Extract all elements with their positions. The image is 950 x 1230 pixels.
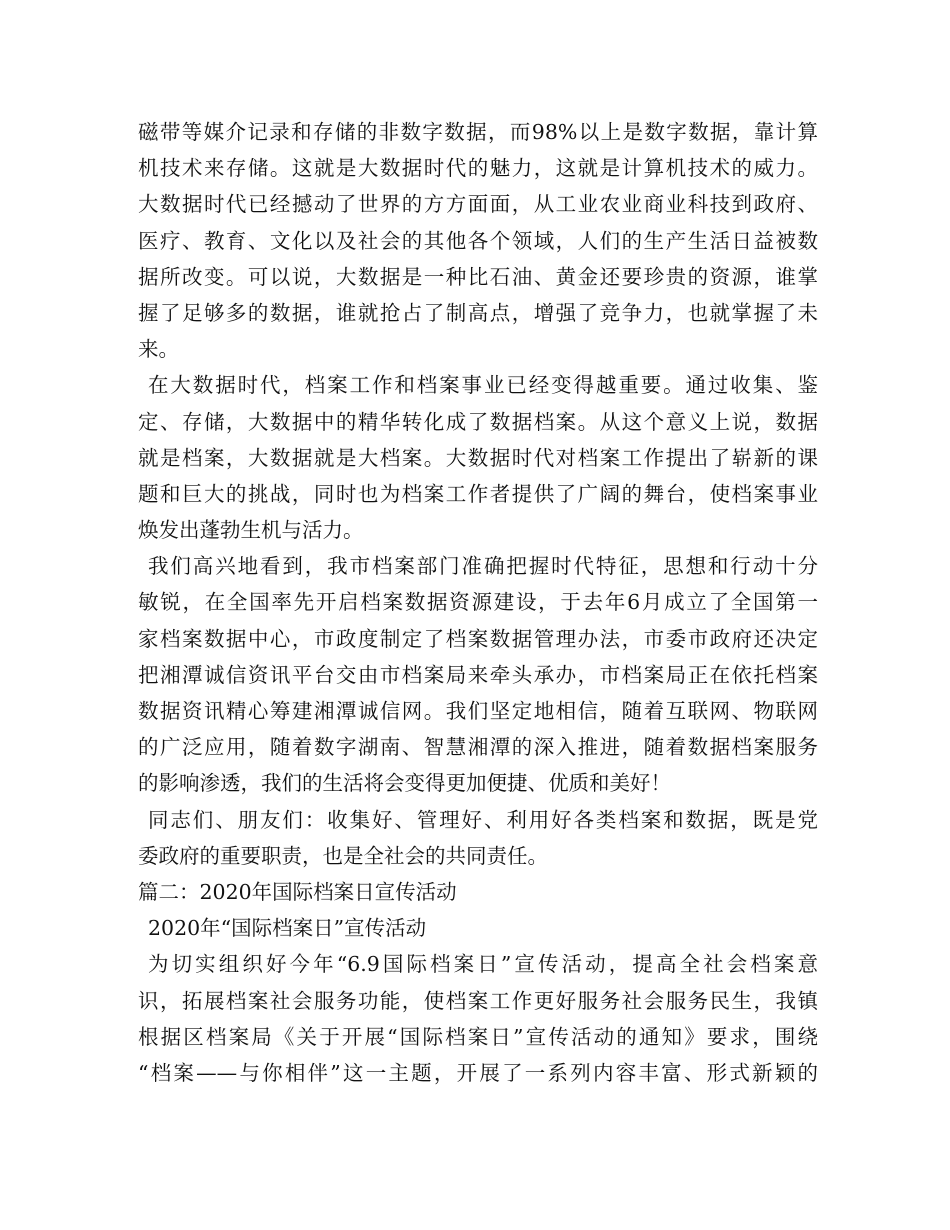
text-line: 来。 bbox=[138, 337, 179, 362]
text-line: 的广泛应用，随着数字湖南、智慧湘潭的深入推进，随着数据档案服务 bbox=[138, 735, 818, 760]
text-line: 大数据时代已经撼动了世界的方方面面，从工业农业商业科技到政府、 bbox=[138, 192, 818, 217]
text-line: “档案——与你相伴”这一主题，开展了一系列内容丰富、形式新颖的 bbox=[138, 1060, 818, 1085]
text-line: 把湘潭诚信资讯平台交由市档案局来牵头承办，市档案局正在依托档案 bbox=[138, 662, 818, 687]
text-line: 焕发出蓬勃生机与活力。 bbox=[138, 518, 364, 543]
text-line: 的影响渗透，我们的生活将会变得更加便捷、优质和美好！ bbox=[138, 771, 671, 796]
text-line: 医疗、教育、文化以及社会的其他各个领域，人们的生产生活日益被数 bbox=[138, 228, 818, 253]
text-line: 我们高兴地看到，我市档案部门准确把握时代特征，思想和行动十分 bbox=[148, 554, 818, 579]
text-line: 机技术来存储。这就是大数据时代的魅力，这就是计算机技术的威力。 bbox=[138, 156, 818, 181]
text-line: 同志们、朋友们：收集好、管理好、利用好各类档案和数据，既是党 bbox=[148, 807, 818, 832]
text-line: 2020年“国际档案日”宣传活动 bbox=[148, 916, 427, 941]
text-line: 数据资讯精心筹建湘潭诚信网。我们坚定地相信，随着互联网、物联网 bbox=[138, 699, 818, 723]
text-line: 篇二：2020年国际档案日宣传活动 bbox=[138, 879, 457, 904]
text-line: 就是档案，大数据就是大档案。大数据时代对档案工作提出了崭新的课 bbox=[138, 445, 818, 470]
text-line: 根据区档案局《关于开展“国际档案日”宣传活动的通知》要求，围绕 bbox=[138, 1024, 818, 1049]
text-line: 为切实组织好今年“6.9国际档案日”宣传活动，提高全社会档案意 bbox=[148, 952, 818, 977]
text-line: 委政府的重要职责，也是全社会的共同责任。 bbox=[138, 843, 548, 868]
text-line: 磁带等媒介记录和存储的非数字数据，而98%以上是数字数据，靠计算 bbox=[138, 120, 818, 144]
document-body bbox=[138, 114, 818, 1091]
text-line: 据所改变。可以说，大数据是一种比石油、黄金还要珍贵的资源，谁掌 bbox=[138, 264, 818, 289]
text-line: 定、存储，大数据中的精华转化成了数据档案。从这个意义上说，数据 bbox=[138, 409, 818, 434]
text-line: 题和巨大的挑战，同时也为档案工作者提供了广阔的舞台，使档案事业 bbox=[138, 481, 818, 506]
text-line: 握了足够多的数据，谁就抢占了制高点，增强了竞争力，也就掌握了未 bbox=[138, 300, 818, 325]
text-line: 在大数据时代，档案工作和档案事业已经变得越重要。通过收集、鉴 bbox=[148, 373, 818, 398]
text-line: 识，拓展档案社会服务功能，使档案工作更好服务社会服务民生，我镇 bbox=[138, 988, 818, 1013]
text-line: 敏锐，在全国率先开启档案数据资源建设，于去年6月成立了全国第一 bbox=[138, 590, 818, 615]
text-line: 家档案数据中心，市政度制定了档案数据管理办法，市委市政府还决定 bbox=[138, 626, 818, 651]
